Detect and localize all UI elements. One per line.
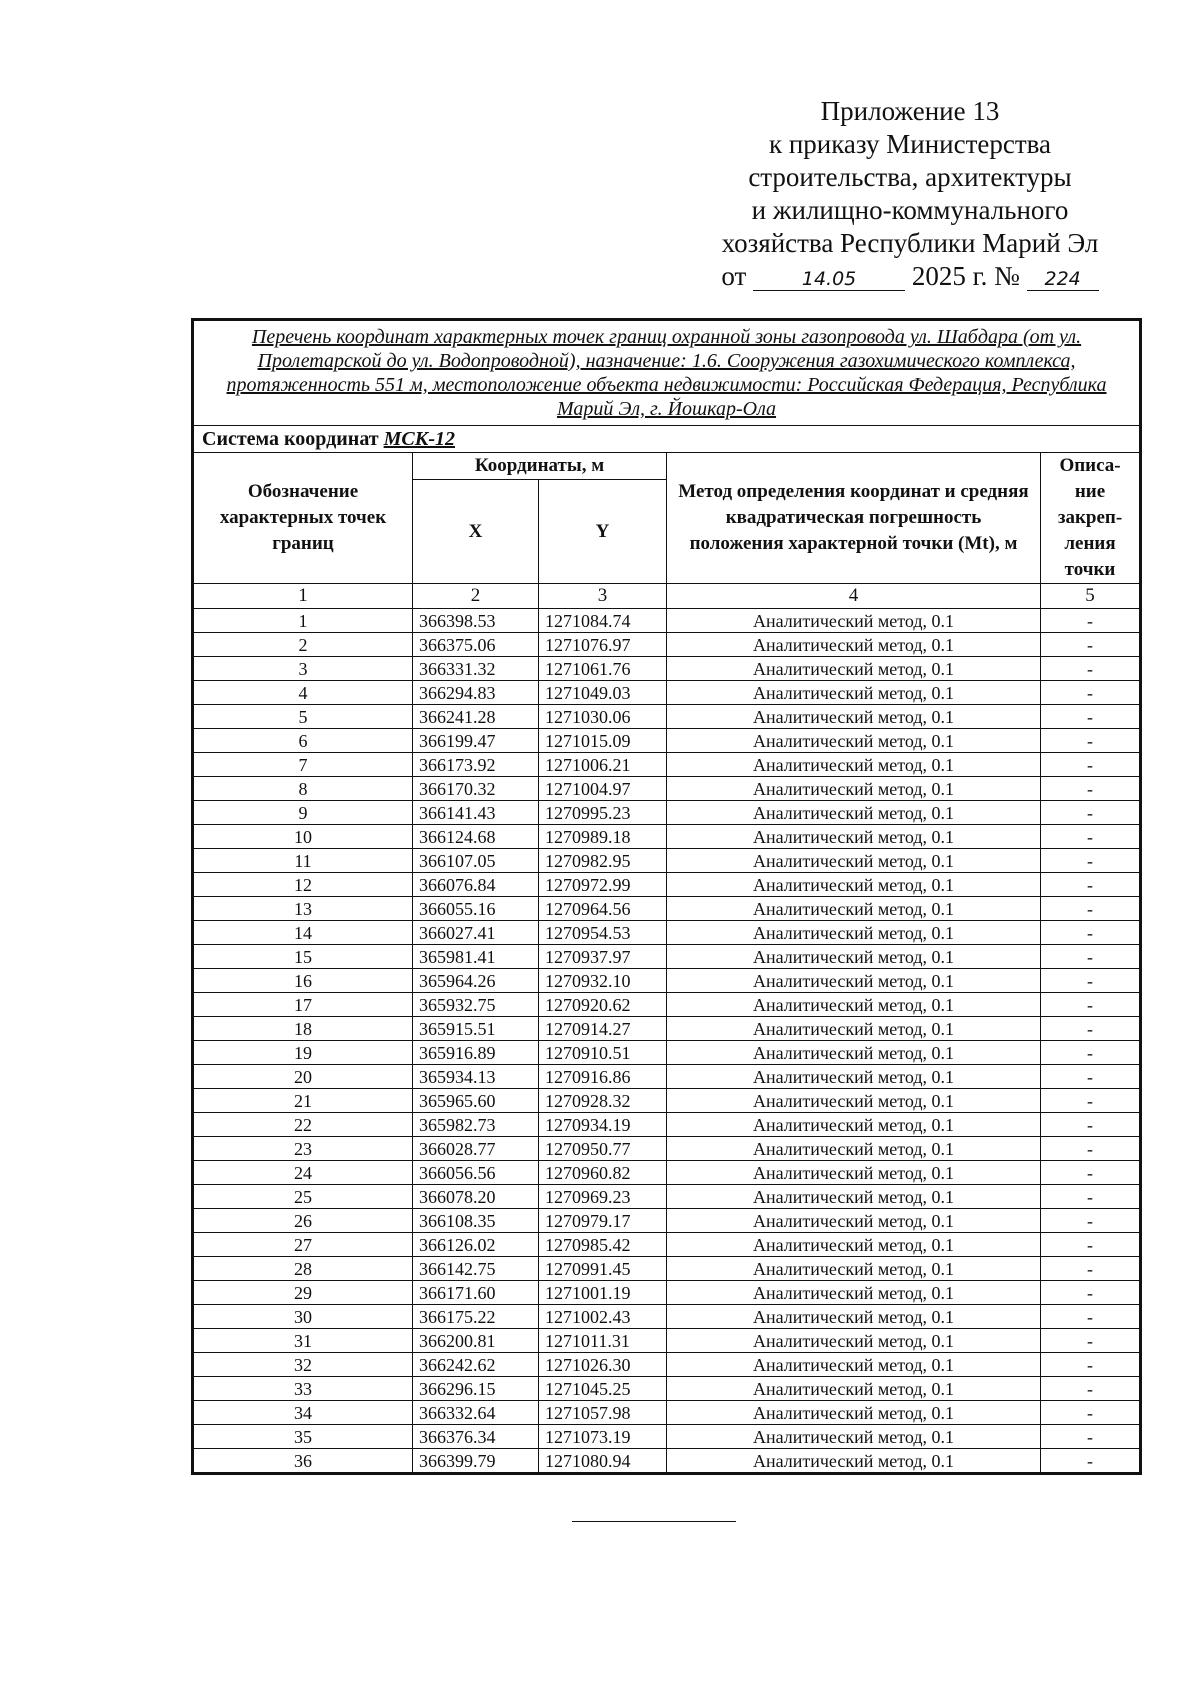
- x-value: 365982.73: [413, 1113, 539, 1137]
- method-value: Аналитический метод, 0.1: [667, 1017, 1041, 1041]
- point-number: 35: [193, 1425, 413, 1449]
- coordinate-system-label: Система координат: [202, 427, 379, 450]
- y-value: 1271049.03: [539, 681, 667, 705]
- column-number: 5: [1041, 584, 1141, 609]
- description-value: -: [1041, 777, 1141, 801]
- method-value: Аналитический метод, 0.1: [667, 1377, 1041, 1401]
- point-number: 18: [193, 1017, 413, 1041]
- table-row: [193, 921, 1141, 945]
- table-title: Перечень координат характерных точек границ охранной зоны газопровода ул. Шабдара (от ул. Пролетарской до ул. Водопроводной), назначение: 1.6. Сооружения газохимического комплекса, протяженность 551 м, местоположение объекта недвижимости: Российская Федерация, Республика Марий Эл, г. Йошкар-Ола: [193, 320, 1141, 426]
- order-date-line: [690, 260, 1130, 293]
- description-value: -: [1041, 1017, 1141, 1041]
- table-row: [193, 705, 1141, 729]
- point-number: 27: [193, 1233, 413, 1257]
- y-value: 1270991.45: [539, 1257, 667, 1281]
- column-number: 4: [667, 584, 1041, 609]
- x-value: 366375.06: [413, 633, 539, 657]
- table-row: [193, 1401, 1141, 1425]
- y-value: 1271057.98: [539, 1401, 667, 1425]
- description-value: -: [1041, 921, 1141, 945]
- x-value: 366027.41: [413, 921, 539, 945]
- description-value: -: [1041, 705, 1141, 729]
- header-line: строительства, архитектуры: [748, 162, 1072, 192]
- point-number: 24: [193, 1161, 413, 1185]
- point-number: 28: [193, 1257, 413, 1281]
- method-value: Аналитический метод, 0.1: [667, 1281, 1041, 1305]
- date-prefix: от: [721, 261, 747, 291]
- table-row: [193, 1305, 1141, 1329]
- description-value: -: [1041, 1137, 1141, 1161]
- y-value: 1271061.76: [539, 657, 667, 681]
- method-value: Аналитический метод, 0.1: [667, 1305, 1041, 1329]
- x-value: 366294.83: [413, 681, 539, 705]
- y-value: 1270985.42: [539, 1233, 667, 1257]
- y-value: 1270979.17: [539, 1209, 667, 1233]
- table-row: [193, 1329, 1141, 1353]
- method-value: Аналитический метод, 0.1: [667, 729, 1041, 753]
- header-designation: Обозначение характерных точек границ: [193, 453, 413, 584]
- table-row: [193, 633, 1141, 657]
- x-value: 365934.13: [413, 1065, 539, 1089]
- point-number: 32: [193, 1353, 413, 1377]
- y-value: 1270937.97: [539, 945, 667, 969]
- table-row: [193, 1161, 1141, 1185]
- table-row: [193, 993, 1141, 1017]
- x-value: 366199.47: [413, 729, 539, 753]
- header-description: Описа-ние закреп-ления точки: [1041, 453, 1141, 584]
- y-value: 1271076.97: [539, 633, 667, 657]
- description-value: -: [1041, 1113, 1141, 1137]
- description-value: -: [1041, 1305, 1141, 1329]
- x-value: 366107.05: [413, 849, 539, 873]
- description-value: -: [1041, 1353, 1141, 1377]
- table-row: [193, 609, 1141, 633]
- table-row: [193, 1017, 1141, 1041]
- table-row: [193, 945, 1141, 969]
- description-value: -: [1041, 681, 1141, 705]
- y-value: 1271080.94: [539, 1449, 667, 1474]
- header-line: к приказу Министерства: [768, 129, 1052, 159]
- point-number: 1: [193, 609, 413, 633]
- description-value: -: [1041, 1161, 1141, 1185]
- x-value: 365932.75: [413, 993, 539, 1017]
- y-value: 1271045.25: [539, 1377, 667, 1401]
- method-value: Аналитический метод, 0.1: [667, 897, 1041, 921]
- column-number: 1: [193, 584, 413, 609]
- point-number: 23: [193, 1137, 413, 1161]
- method-value: Аналитический метод, 0.1: [667, 705, 1041, 729]
- method-value: Аналитический метод, 0.1: [667, 1425, 1041, 1449]
- description-value: -: [1041, 849, 1141, 873]
- table-row: [193, 1281, 1141, 1305]
- x-value: 366141.43: [413, 801, 539, 825]
- table-row: [193, 873, 1141, 897]
- x-value: 365916.89: [413, 1041, 539, 1065]
- point-number: 8: [193, 777, 413, 801]
- description-value: -: [1041, 993, 1141, 1017]
- point-number: 3: [193, 657, 413, 681]
- x-value: 366055.16: [413, 897, 539, 921]
- y-value: 1270934.19: [539, 1113, 667, 1137]
- header-x: X: [413, 480, 539, 584]
- method-value: Аналитический метод, 0.1: [667, 921, 1041, 945]
- description-value: -: [1041, 1065, 1141, 1089]
- x-value: 366170.32: [413, 777, 539, 801]
- table-row: [193, 1113, 1141, 1137]
- x-value: 366173.92: [413, 753, 539, 777]
- method-value: Аналитический метод, 0.1: [667, 777, 1041, 801]
- y-value: 1271030.06: [539, 705, 667, 729]
- point-number: 6: [193, 729, 413, 753]
- y-value: 1270932.10: [539, 969, 667, 993]
- description-value: -: [1041, 801, 1141, 825]
- footer-rule: [572, 1521, 736, 1522]
- point-number: 10: [193, 825, 413, 849]
- header-y: Y: [539, 480, 667, 584]
- method-value: Аналитический метод, 0.1: [667, 825, 1041, 849]
- point-number: 21: [193, 1089, 413, 1113]
- table-row: [193, 1377, 1141, 1401]
- y-value: 1271026.30: [539, 1353, 667, 1377]
- point-number: 11: [193, 849, 413, 873]
- x-value: 366175.22: [413, 1305, 539, 1329]
- x-value: 366376.34: [413, 1425, 539, 1449]
- y-value: 1270928.32: [539, 1089, 667, 1113]
- y-value: 1270950.77: [539, 1137, 667, 1161]
- table-row: [193, 1185, 1141, 1209]
- y-value: 1271002.43: [539, 1305, 667, 1329]
- description-value: -: [1041, 657, 1141, 681]
- point-number: 22: [193, 1113, 413, 1137]
- x-value: 366241.28: [413, 705, 539, 729]
- table-row: [193, 969, 1141, 993]
- table-row: [193, 1257, 1141, 1281]
- y-value: 1271011.31: [539, 1329, 667, 1353]
- description-value: -: [1041, 1185, 1141, 1209]
- method-value: Аналитический метод, 0.1: [667, 1113, 1041, 1137]
- coordinates-table: [191, 318, 1142, 1475]
- method-value: Аналитический метод, 0.1: [667, 849, 1041, 873]
- method-value: Аналитический метод, 0.1: [667, 1161, 1041, 1185]
- description-value: -: [1041, 1041, 1141, 1065]
- x-value: 366076.84: [413, 873, 539, 897]
- y-value: 1271015.09: [539, 729, 667, 753]
- x-value: 365965.60: [413, 1089, 539, 1113]
- table-row: [193, 1065, 1141, 1089]
- y-value: 1270982.95: [539, 849, 667, 873]
- header-coordinates: Координаты, м: [413, 453, 667, 480]
- table-row: [193, 1449, 1141, 1474]
- x-value: 365915.51: [413, 1017, 539, 1041]
- table-row: [193, 1041, 1141, 1065]
- point-number: 17: [193, 993, 413, 1017]
- method-value: Аналитический метод, 0.1: [667, 969, 1041, 993]
- description-value: -: [1041, 1425, 1141, 1449]
- table-row: [193, 753, 1141, 777]
- y-value: 1271004.97: [539, 777, 667, 801]
- coordinate-system-value: МСК-12: [383, 427, 455, 450]
- method-value: Аналитический метод, 0.1: [667, 609, 1041, 633]
- description-value: -: [1041, 825, 1141, 849]
- description-value: -: [1041, 873, 1141, 897]
- table-row: [193, 729, 1141, 753]
- description-value: -: [1041, 609, 1141, 633]
- point-number: 29: [193, 1281, 413, 1305]
- coordinate-system: [193, 426, 1141, 453]
- column-number-row: [193, 584, 1141, 609]
- point-number: 16: [193, 969, 413, 993]
- description-value: -: [1041, 1209, 1141, 1233]
- point-number: 33: [193, 1377, 413, 1401]
- point-number: 25: [193, 1185, 413, 1209]
- method-value: Аналитический метод, 0.1: [667, 753, 1041, 777]
- description-value: -: [1041, 729, 1141, 753]
- point-number: 12: [193, 873, 413, 897]
- y-value: 1270960.82: [539, 1161, 667, 1185]
- description-value: -: [1041, 1329, 1141, 1353]
- method-value: Аналитический метод, 0.1: [667, 1257, 1041, 1281]
- point-number: 2: [193, 633, 413, 657]
- y-value: 1270972.99: [539, 873, 667, 897]
- point-number: 34: [193, 1401, 413, 1425]
- description-value: -: [1041, 969, 1141, 993]
- point-number: 30: [193, 1305, 413, 1329]
- y-value: 1271006.21: [539, 753, 667, 777]
- description-value: -: [1041, 945, 1141, 969]
- header-line: и жилищно-коммунального: [751, 195, 1069, 225]
- method-value: Аналитический метод, 0.1: [667, 1185, 1041, 1209]
- y-value: 1270969.23: [539, 1185, 667, 1209]
- y-value: 1270920.62: [539, 993, 667, 1017]
- method-value: Аналитический метод, 0.1: [667, 801, 1041, 825]
- x-value: 365981.41: [413, 945, 539, 969]
- x-value: 366200.81: [413, 1329, 539, 1353]
- y-value: 1270910.51: [539, 1041, 667, 1065]
- method-value: Аналитический метод, 0.1: [667, 1041, 1041, 1065]
- y-value: 1270914.27: [539, 1017, 667, 1041]
- point-number: 15: [193, 945, 413, 969]
- point-number: 31: [193, 1329, 413, 1353]
- x-value: 366056.56: [413, 1161, 539, 1185]
- description-value: -: [1041, 1089, 1141, 1113]
- y-value: 1271084.74: [539, 609, 667, 633]
- x-value: 366331.32: [413, 657, 539, 681]
- handwritten-order-number: 224: [1027, 268, 1099, 291]
- column-number: 3: [539, 584, 667, 609]
- x-value: 366332.64: [413, 1401, 539, 1425]
- method-value: Аналитический метод, 0.1: [667, 873, 1041, 897]
- point-number: 14: [193, 921, 413, 945]
- method-value: Аналитический метод, 0.1: [667, 1329, 1041, 1353]
- y-value: 1270954.53: [539, 921, 667, 945]
- table-row: [193, 849, 1141, 873]
- handwritten-date: 14.05: [753, 268, 905, 291]
- description-value: -: [1041, 897, 1141, 921]
- table-row: [193, 1089, 1141, 1113]
- y-value: 1270989.18: [539, 825, 667, 849]
- description-value: -: [1041, 753, 1141, 777]
- point-number: 7: [193, 753, 413, 777]
- table-row: [193, 1233, 1141, 1257]
- y-value: 1271073.19: [539, 1425, 667, 1449]
- point-number: 9: [193, 801, 413, 825]
- y-value: 1270995.23: [539, 801, 667, 825]
- point-number: 13: [193, 897, 413, 921]
- method-value: Аналитический метод, 0.1: [667, 1233, 1041, 1257]
- x-value: 366296.15: [413, 1377, 539, 1401]
- method-value: Аналитический метод, 0.1: [667, 993, 1041, 1017]
- x-value: 366399.79: [413, 1449, 539, 1474]
- y-value: 1270964.56: [539, 897, 667, 921]
- method-value: Аналитический метод, 0.1: [667, 1137, 1041, 1161]
- year-text: 2025 г. №: [911, 261, 1020, 291]
- x-value: 366171.60: [413, 1281, 539, 1305]
- x-value: 366126.02: [413, 1233, 539, 1257]
- x-value: 366242.62: [413, 1353, 539, 1377]
- point-number: 5: [193, 705, 413, 729]
- table-row: [193, 657, 1141, 681]
- method-value: Аналитический метод, 0.1: [667, 633, 1041, 657]
- x-value: 366142.75: [413, 1257, 539, 1281]
- method-value: Аналитический метод, 0.1: [667, 1065, 1041, 1089]
- table-row: [193, 777, 1141, 801]
- description-value: -: [1041, 1377, 1141, 1401]
- description-value: -: [1041, 1401, 1141, 1425]
- method-value: Аналитический метод, 0.1: [667, 945, 1041, 969]
- column-number: 2: [413, 584, 539, 609]
- x-value: 366398.53: [413, 609, 539, 633]
- y-value: 1270916.86: [539, 1065, 667, 1089]
- description-value: -: [1041, 1257, 1141, 1281]
- description-value: -: [1041, 1449, 1141, 1474]
- table-row: [193, 801, 1141, 825]
- table-row: [193, 1137, 1141, 1161]
- appendix-title: Приложение 13: [820, 96, 1000, 126]
- table-row: [193, 681, 1141, 705]
- table-row: [193, 1209, 1141, 1233]
- method-value: Аналитический метод, 0.1: [667, 1209, 1041, 1233]
- description-value: -: [1041, 633, 1141, 657]
- table-row: [193, 825, 1141, 849]
- method-value: Аналитический метод, 0.1: [667, 1449, 1041, 1474]
- point-number: 20: [193, 1065, 413, 1089]
- table-body: [193, 609, 1141, 1474]
- point-number: 19: [193, 1041, 413, 1065]
- x-value: 366124.68: [413, 825, 539, 849]
- x-value: 366078.20: [413, 1185, 539, 1209]
- point-number: 26: [193, 1209, 413, 1233]
- x-value: 366108.35: [413, 1209, 539, 1233]
- point-number: 4: [193, 681, 413, 705]
- method-value: Аналитический метод, 0.1: [667, 1401, 1041, 1425]
- description-value: -: [1041, 1233, 1141, 1257]
- appendix-header: [690, 95, 1130, 293]
- header-method: Метод определения координат и средняя квадратическая погрешность положения характерной точки (Mt), м: [667, 453, 1041, 584]
- y-value: 1271001.19: [539, 1281, 667, 1305]
- table-row: [193, 1353, 1141, 1377]
- description-value: -: [1041, 1281, 1141, 1305]
- method-value: Аналитический метод, 0.1: [667, 657, 1041, 681]
- method-value: Аналитический метод, 0.1: [667, 1353, 1041, 1377]
- point-number: 36: [193, 1449, 413, 1474]
- x-value: 366028.77: [413, 1137, 539, 1161]
- table-row: [193, 897, 1141, 921]
- x-value: 365964.26: [413, 969, 539, 993]
- header-line: хозяйства Республики Марий Эл: [721, 228, 1099, 258]
- table-row: [193, 1425, 1141, 1449]
- method-value: Аналитический метод, 0.1: [667, 1089, 1041, 1113]
- method-value: Аналитический метод, 0.1: [667, 681, 1041, 705]
